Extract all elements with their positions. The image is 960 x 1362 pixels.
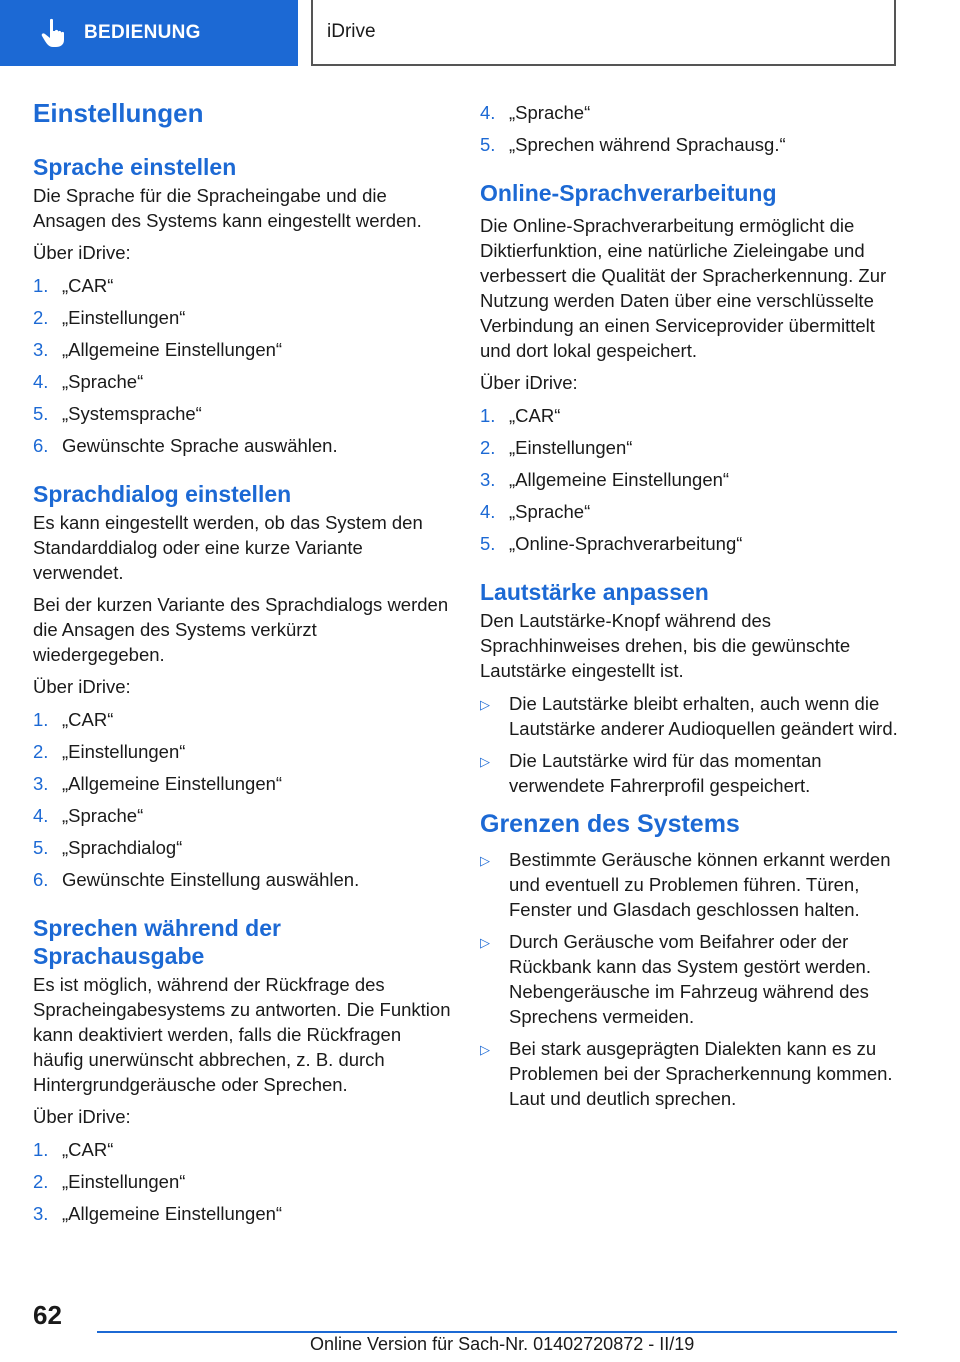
bullet-list bbox=[480, 691, 900, 798]
list-item: 2. „Einstellungen“ bbox=[480, 437, 633, 458]
paragraph: Über iDrive: bbox=[33, 1106, 131, 1127]
list-item: ▷ Bestimmte Geräusche können erkannt werden und eventuell zu Problemen führen. Türen, Fenster und Glasdach geschlossen halten. bbox=[480, 849, 891, 920]
list-item: 3. „Allgemeine Einstellungen“ bbox=[33, 1203, 283, 1224]
triangle-right-icon: ▷ bbox=[480, 853, 490, 868]
page-number: 62 bbox=[33, 1300, 62, 1330]
triangle-right-icon: ▷ bbox=[480, 754, 490, 769]
paragraph: Bei der kurzen Variante des Sprachdialogs werden die Ansagen des Systems verkürzt wiedergegeben. bbox=[33, 594, 449, 665]
list-item: 3. „Allgemeine Einstellungen“ bbox=[33, 773, 283, 794]
section-heading: Sprachdialog einstellen bbox=[33, 481, 292, 507]
list-item: 5. „Sprechen während Sprachausg.“ bbox=[480, 134, 786, 155]
page-title: Einstellungen bbox=[33, 98, 204, 128]
section-limits bbox=[480, 810, 900, 1111]
section-language bbox=[33, 153, 453, 458]
step-list bbox=[33, 1137, 453, 1226]
step-list bbox=[480, 403, 900, 556]
right-column bbox=[480, 100, 900, 1121]
list-item: ▷ Die Lautstärke bleibt erhalten, auch wenn die Lautstärke anderer Audioquellen geändert wird. bbox=[480, 693, 898, 739]
list-item: 5. „Sprachdialog“ bbox=[33, 837, 183, 858]
step-list bbox=[480, 100, 900, 157]
hand-pointer-icon bbox=[38, 17, 70, 49]
triangle-right-icon: ▷ bbox=[480, 697, 490, 712]
list-item: 2. „Einstellungen“ bbox=[33, 1171, 186, 1192]
list-item: 4. „Sprache“ bbox=[480, 102, 591, 123]
bullet-list bbox=[480, 847, 900, 1111]
section-tab-label: BEDIENUNG bbox=[84, 22, 201, 43]
section-heading: Sprechen während der Sprachausgabe bbox=[33, 915, 281, 969]
section-online-speech bbox=[480, 179, 900, 556]
list-item: ▷ Bei stark ausgeprägten Dialekten kann es zu Problemen bei der Spracherkennung kommen. Laut und deutlich sprechen. bbox=[480, 1038, 893, 1109]
list-item: 1. „CAR“ bbox=[33, 1139, 114, 1160]
section-volume bbox=[480, 578, 900, 798]
paragraph: Es ist möglich, während der Rückfrage des Spracheingabesystems zu antworten. Die Funktion kann deaktiviert werden, falls die Rückfragen häufig unerwünscht abbrechen, z. B. durch Hintergrundgeräusche oder Sprechen. bbox=[33, 974, 451, 1095]
paragraph: Über iDrive: bbox=[480, 372, 578, 393]
section-barge-in bbox=[33, 914, 453, 1226]
list-item: 5. „Online-Sprachverarbeitung“ bbox=[480, 533, 743, 554]
triangle-right-icon: ▷ bbox=[480, 1042, 490, 1057]
paragraph: Es kann eingestellt werden, ob das System den Standarddialog oder eine kurze Variante verwendet. bbox=[33, 512, 423, 583]
paragraph: Den Lautstärke-Knopf während des Sprachhinweises drehen, bis die gewünschte Lautstärke eingestellt ist. bbox=[480, 610, 851, 681]
section-heading: Grenzen des Systems bbox=[480, 810, 740, 838]
section-dialog bbox=[33, 480, 453, 892]
triangle-right-icon: ▷ bbox=[480, 935, 490, 950]
list-item: 4. „Sprache“ bbox=[33, 805, 144, 826]
list-item: ▷ Durch Geräusche vom Beifahrer oder der Rückbank kann das System gestört werden. Nebengeräusche im Fahrzeug während des Sprechens vermeiden. bbox=[480, 931, 871, 1027]
step-list bbox=[33, 273, 453, 458]
list-item: 6. Gewünschte Einstellung auswählen. bbox=[33, 869, 360, 890]
paragraph: Die Online-Sprachverarbeitung ermöglicht die Diktierfunktion, eine natürliche Zieleingabe und verbessert die Qualität der Spracherkennung. Zur Nutzung werden Daten über eine verschlüsselte Verbindung an einen Serviceprovider übermittelt und dort lokal gespeichert. bbox=[480, 215, 887, 361]
list-item: 1. „CAR“ bbox=[480, 405, 561, 426]
paragraph: Die Sprache für die Spracheingabe und die Ansagen des Systems kann eingestellt werden. bbox=[33, 185, 422, 231]
chapter-title: iDrive bbox=[327, 21, 376, 42]
chapter-box bbox=[311, 0, 896, 66]
list-item: 6. Gewünschte Sprache auswählen. bbox=[33, 435, 338, 456]
list-item: 1. „CAR“ bbox=[33, 275, 114, 296]
list-item: 3. „Allgemeine Einstellungen“ bbox=[480, 469, 730, 490]
footer-text: Online Version für Sach-Nr. 01402720872 - II/19 bbox=[310, 1334, 695, 1354]
list-item: 2. „Einstellungen“ bbox=[33, 307, 186, 328]
step-list bbox=[33, 707, 453, 892]
list-item: ▷ Die Lautstärke wird für das momentan verwendete Fahrerprofil gespeichert. bbox=[480, 750, 822, 796]
section-heading: Sprache einstellen bbox=[33, 154, 237, 180]
paragraph: Über iDrive: bbox=[33, 242, 131, 263]
section-tab bbox=[0, 0, 298, 66]
footer-divider bbox=[97, 1331, 897, 1333]
page-header bbox=[0, 0, 960, 66]
section-heading: Online-Sprachverarbeitung bbox=[480, 180, 777, 206]
list-item: 2. „Einstellungen“ bbox=[33, 741, 186, 762]
left-column bbox=[33, 98, 453, 1248]
section-heading: Lautstärke anpassen bbox=[480, 579, 709, 605]
list-item: 4. „Sprache“ bbox=[33, 371, 144, 392]
list-item: 4. „Sprache“ bbox=[480, 501, 591, 522]
list-item: 3. „Allgemeine Einstellungen“ bbox=[33, 339, 283, 360]
list-item: 5. „Systemsprache“ bbox=[33, 403, 202, 424]
list-item: 1. „CAR“ bbox=[33, 709, 114, 730]
paragraph: Über iDrive: bbox=[33, 676, 131, 697]
